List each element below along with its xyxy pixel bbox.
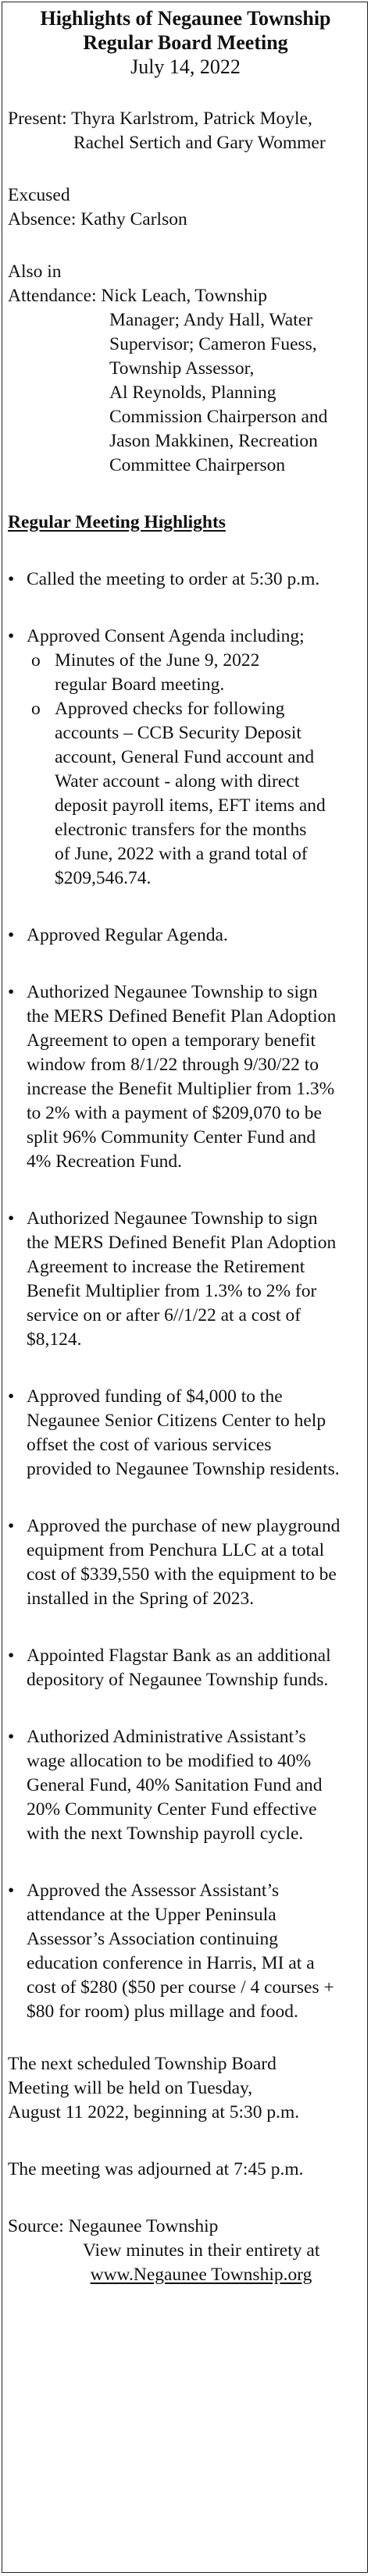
bullet-icon: • xyxy=(8,1516,15,1536)
source-line-2: View minutes in their entirety at xyxy=(83,2240,320,2261)
highlight-item xyxy=(8,1644,363,1692)
highlight-line: Authorized Negaunee Township to sign xyxy=(27,1208,318,1229)
bullet-icon: • xyxy=(8,626,15,646)
sub-item-line: $209,546.74. xyxy=(55,868,152,888)
article xyxy=(8,6,363,2287)
excused-line-2: Absence: Kathy Carlson xyxy=(8,209,187,229)
highlight-line: service on or after 6//1/22 at a cost of xyxy=(27,1305,301,1325)
present-line-2: Rachel Sertich and Gary Wommer xyxy=(73,133,326,153)
sub-item-line: of June, 2022 with a grand total of xyxy=(55,844,308,864)
section-heading: Regular Meeting Highlights xyxy=(8,512,226,532)
sub-item-line: Approved checks for following xyxy=(55,699,285,719)
attendance-block xyxy=(8,260,363,478)
bullet-icon: • xyxy=(8,1646,15,1666)
highlight-line: General Fund, 40% Sanitation Fund and xyxy=(27,1775,323,1795)
highlight-item xyxy=(8,1207,363,1352)
highlight-line: 20% Community Center Fund effective xyxy=(27,1799,317,1820)
highlight-line: cost of $339,550 with the equipment to be xyxy=(27,1564,337,1585)
highlight-item xyxy=(8,624,363,649)
attendance-line: Jason Makkinen, Recreation xyxy=(109,431,318,451)
highlight-line: Approved the purchase of new playground xyxy=(27,1516,341,1536)
bullet-icon: • xyxy=(8,1727,15,1747)
highlight-line: Approved Consent Agenda including; xyxy=(27,626,305,646)
sub-item xyxy=(8,697,363,891)
sub-item-line: deposit payroll items, EFT items and xyxy=(55,795,326,816)
next-meeting-line: August 11 2022, beginning at 5:30 p.m. xyxy=(8,2102,300,2122)
highlight-line: Agreement to open a temporary benefit xyxy=(27,1030,316,1051)
attendance-line-2: Attendance: Nick Leach, Township xyxy=(8,286,268,306)
sub-item-line: Water account - along with direct xyxy=(55,771,300,792)
attendance-line: Committee Chairperson xyxy=(109,455,286,475)
attendance-line: Commission Chairperson and xyxy=(109,407,328,427)
highlight-line: attendance at the Upper Peninsula xyxy=(27,1905,276,1925)
highlight-line: depository of Negaunee Township funds. xyxy=(27,1670,329,1690)
next-meeting-line: Meeting will be held on Tuesday, xyxy=(8,2078,253,2098)
highlight-line: Authorized Negaunee Township to sign xyxy=(27,982,318,1002)
next-meeting-block xyxy=(8,2052,363,2125)
source-line-1: Source: Negaunee Township xyxy=(8,2216,219,2236)
sub-item xyxy=(8,649,363,697)
sub-item-line: electronic transfers for the months xyxy=(55,820,307,840)
bullet-icon: • xyxy=(8,1208,15,1229)
highlight-item xyxy=(8,568,363,592)
title-line-1: Highlights of Negaunee Township xyxy=(40,7,331,30)
highlight-line: installed in the Spring of 2023. xyxy=(27,1589,255,1609)
highlight-line: Benefit Multiplier from 1.3% to 2% for xyxy=(27,1281,317,1301)
highlight-line: Approved the Assessor Assistant’s xyxy=(27,1880,280,1901)
highlight-line: Assessor’s Association continuing xyxy=(27,1929,279,1949)
highlight-line: window from 8/1/22 through 9/30/22 to xyxy=(27,1055,319,1075)
excused-block xyxy=(8,183,363,232)
excused-line-1: Excused xyxy=(8,185,70,205)
bullet-icon: • xyxy=(8,1880,15,1901)
attendance-line: Manager; Andy Hall, Water xyxy=(109,310,313,330)
sub-item-line: account, General Fund account and xyxy=(55,747,315,767)
highlight-line: cost of $280 ($50 per course / 4 courses + xyxy=(27,1977,334,1998)
bullet-icon: • xyxy=(8,925,15,945)
highlight-line: the MERS Defined Benefit Plan Adoption xyxy=(27,1233,337,1253)
title-line-2: Regular Board Meeting xyxy=(83,31,288,54)
bullet-icon: • xyxy=(8,1386,15,1407)
highlight-line: equipment from Penchura LLC at a total xyxy=(27,1540,325,1560)
adjourned-text: The meeting was adjourned at 7:45 p.m. xyxy=(8,2159,304,2179)
highlight-item xyxy=(8,980,363,1174)
highlight-line: Agreement to increase the Retirement xyxy=(27,1257,305,1277)
highlight-item xyxy=(8,1879,363,2024)
next-meeting-line: The next scheduled Township Board xyxy=(8,2054,276,2074)
highlight-item xyxy=(8,1725,363,1846)
highlight-line: 4% Recreation Fund. xyxy=(27,1151,183,1172)
highlight-line: education conference in Harris, MI at a xyxy=(27,1953,315,1973)
highlight-item xyxy=(8,923,363,948)
highlight-line: split 96% Community Center Fund and xyxy=(27,1127,316,1147)
sub-bullet-icon: o xyxy=(31,650,41,671)
highlight-line: Approved Regular Agenda. xyxy=(27,925,228,945)
highlight-line: the MERS Defined Benefit Plan Adoption xyxy=(27,1006,337,1026)
highlight-line: to 2% with a payment of $209,070 to be xyxy=(27,1103,322,1123)
attendance-line-1: Also in xyxy=(8,262,62,282)
sub-item-line: regular Board meeting. xyxy=(55,674,225,695)
highlight-line: wage allocation to be modified to 40% xyxy=(27,1751,312,1771)
sub-item-line: Minutes of the June 9, 2022 xyxy=(55,650,260,671)
highlight-line: increase the Benefit Multiplier from 1.3% xyxy=(27,1079,335,1099)
highlight-line: $8,124. xyxy=(27,1329,82,1350)
highlight-line: Authorized Administrative Assistant’s xyxy=(27,1727,306,1747)
sub-item-line: accounts – CCB Security Deposit xyxy=(55,723,301,743)
highlight-line: Called the meeting to order at 5:30 p.m. xyxy=(27,569,320,589)
highlight-line: Negaunee Senior Citizens Center to help xyxy=(27,1411,326,1431)
highlight-line: offset the cost of various services xyxy=(27,1435,272,1455)
highlight-item xyxy=(8,1514,363,1611)
highlight-line: Appointed Flagstar Bank as an additional xyxy=(27,1646,331,1666)
highlight-line: provided to Negaunee Township residents. xyxy=(27,1459,340,1479)
highlight-item xyxy=(8,1385,363,1482)
meeting-date: July 14, 2022 xyxy=(130,55,241,78)
bullet-icon: • xyxy=(8,569,15,589)
present-line-1: Present: Thyra Karlstrom, Patrick Moyle, xyxy=(8,109,312,129)
attendance-line: Township Assessor, xyxy=(109,358,255,379)
highlight-line: $80 for room) plus millage and food. xyxy=(27,2001,298,2022)
highlight-line: with the next Township payroll cycle. xyxy=(27,1823,304,1844)
present-block xyxy=(8,107,363,155)
source-block xyxy=(8,2215,363,2287)
township-website-link[interactable]: www.Negaunee Township.org xyxy=(90,2265,312,2285)
bullet-icon: • xyxy=(8,982,15,1002)
attendance-line: Al Reynolds, Planning xyxy=(109,382,276,403)
highlight-line: Approved funding of $4,000 to the xyxy=(27,1386,283,1407)
attendance-line: Supervisor; Cameron Fuess, xyxy=(109,334,317,354)
sub-bullet-icon: o xyxy=(31,699,41,719)
